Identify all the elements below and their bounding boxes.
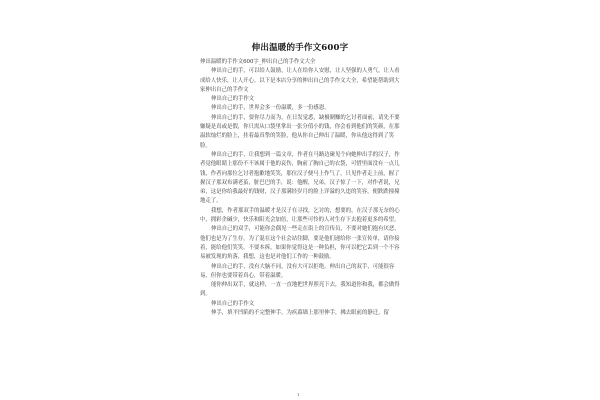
- paragraph: 伸出自己的手，世界会多一份温暖，多一份感恩。: [211, 105, 330, 112]
- paragraph: 伸出自己的手，可以给人鼓励，让人在给你人安慰，让人坚强的人勇气，让人看成给人快乐，让人开心。以下是本店分享的伸出自己的手作文大全，希望能帮助到大家伸出自己的手作文: [200, 68, 400, 93]
- section-heading: 伸出自己的手作文: [211, 96, 255, 103]
- paragraph: 伸出自己的手，让我想到一篇文章，作者在马路边碰见个向她伸出手的汉子，作者觉他眼睛上那份不不该属于他的哀伤，胸前了胸自己的衣袋，可惜里面没有一点儿钱，作者向那位乞讨者抱歉地笑笑，那位汉子便马上作气了，只见作者走上前，握了握汉子那双布满老茧，脏巴巴的手，说：他醒，兄弟，汉子惊了一下，对作者说，兄弟，这是你给我最好的钱财，汉子那满经岁月的脸上详溢的久违的笑容，便跌跌撞撞地走了。: [200, 151, 400, 205]
- paragraph: 能你伸出双手，就这样，一直一直地把世界照亮下去，我知道你和我，都会做得到。: [200, 282, 400, 298]
- paragraph: 我想，作者那双手的温暖才是汉子在寻找，乞讨的，想要的，在汉子那无奈的心中，拥彩企碱少，快乐和阳光会加倍，让那些可怜的人对生存下去抱着更多的希望。: [200, 207, 400, 224]
- paragraph: 伸手，填平凹陷的不完整伸手，为疾幕墙上那里伸手，拂去眼前的静迁，留: [211, 310, 389, 317]
- page-title: 伸出温暖的手作文600字: [251, 43, 349, 53]
- page-number: 1: [297, 392, 300, 397]
- subtitle-line: 伸出温暖的手作文600字_伸出自己的手作文大全: [200, 59, 316, 65]
- section-heading: 伸出自己的手作文: [211, 300, 255, 307]
- paragraph: 伸出自己的手，要你尽力而为，在日发觉悉，缺极制赚的乞讨者面前，请先不要嫌疑是真或是假，你只需从口袋里掌出一张分值小的钱，你会看到他们的笑颜，在那温软灿烂的脸上，挂着最真挚的笑脸，他从你自己伸出了温暖，你从他这得到了笑脸。: [200, 114, 400, 149]
- paragraph: 伸出自己的双手，可能你会偶见一些走在街上的宣传员，不要对她们抱有厌恶，他们也是为了生存，为了混在这个社会站住脚，要是他们递给你一张宣传单，请你接着，能给他们笑笑，不要本拆，如果你觉得这是一种负担，你可以把它丢到一个不容易被发现的角落，我想，这也是对他们工作的一种鼓励。: [200, 226, 400, 261]
- document-body: [200, 58, 402, 318]
- paragraph: 伸出自己的手，没有大脑不同，没有大可以拒绝。伸出自己的双手，可能很容易，但你也要带着真心，带着温暖。: [200, 263, 395, 279]
